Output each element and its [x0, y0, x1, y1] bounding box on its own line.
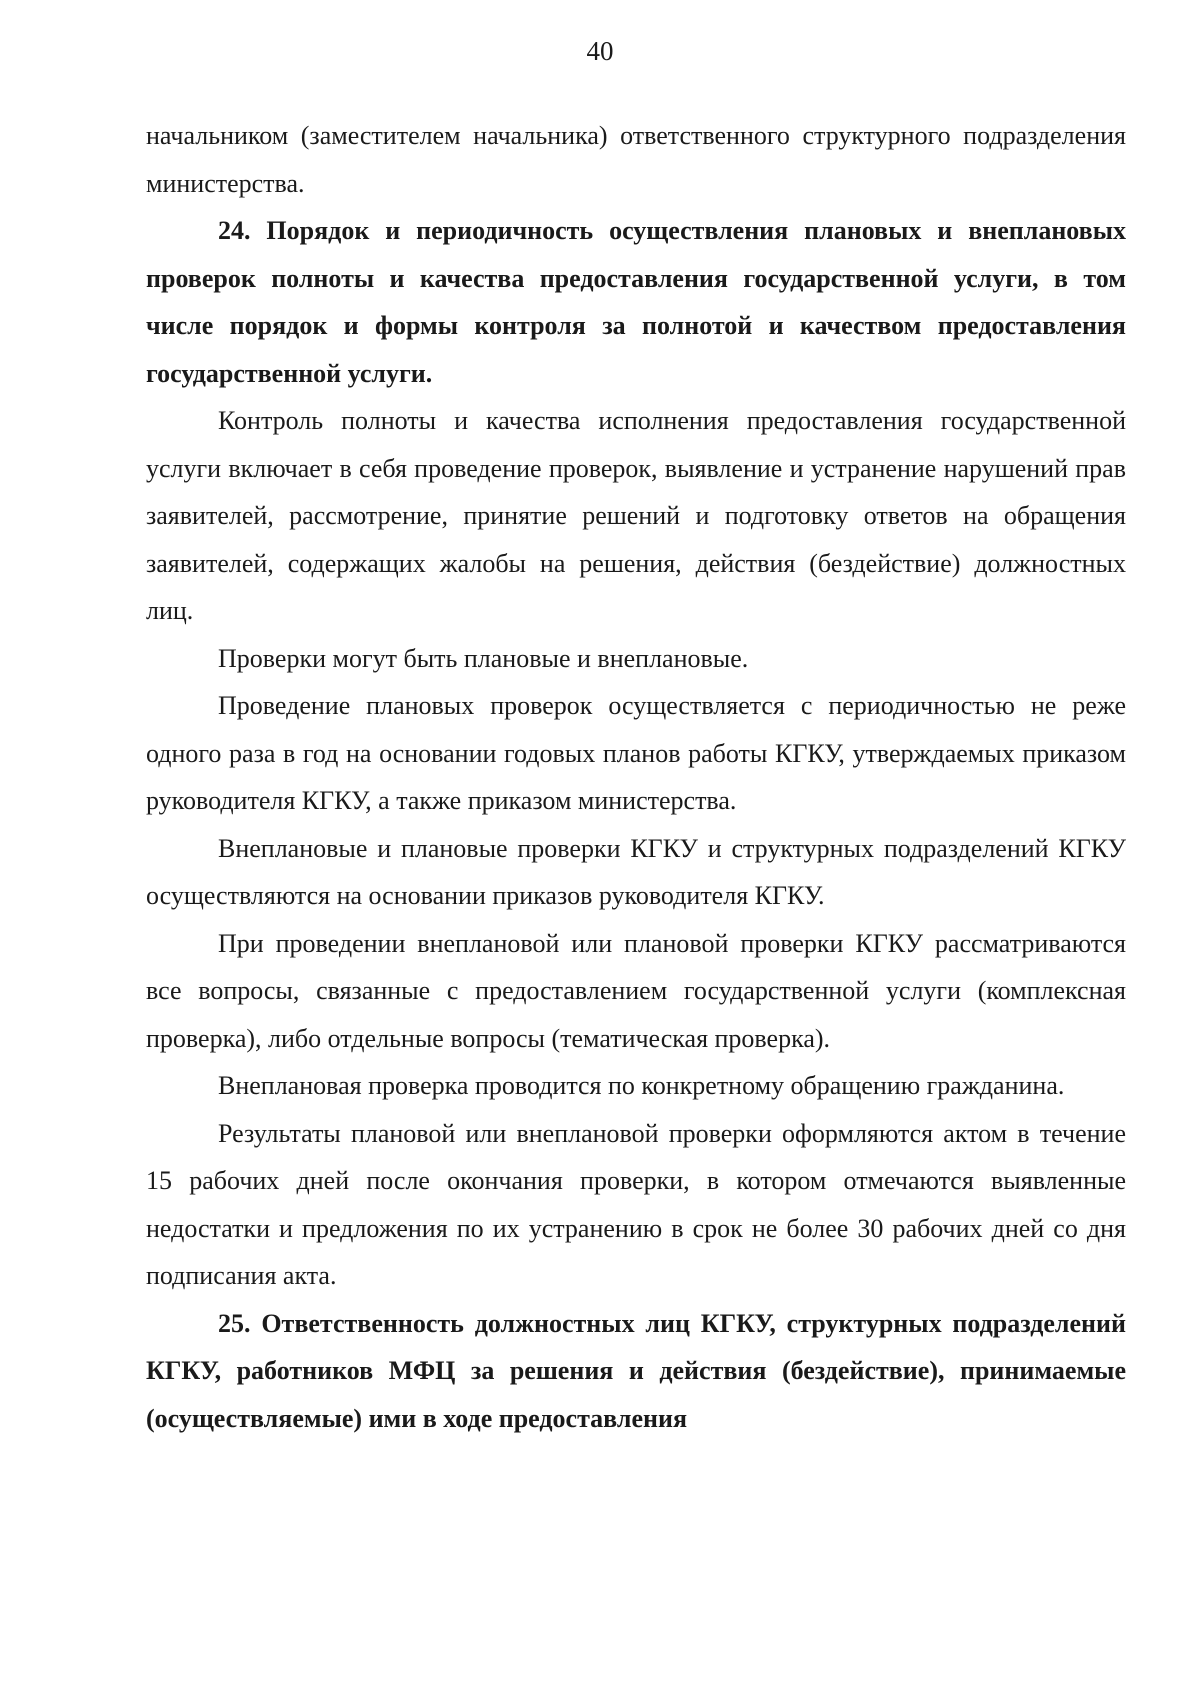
paragraph-planned-inspections: Проведение плановых проверок осуществляется с периодичностью не реже одного раза в год на основании годовых планов работы КГКУ, утверждаемых приказом руководителя КГКУ, а также приказом министерства.	[146, 691, 1126, 815]
paragraph-unplanned-inspection: Внеплановая проверка проводится по конкретному обращению гражданина.	[218, 1071, 1065, 1100]
page-number: 40	[586, 36, 614, 66]
section-heading-24: 24. Порядок и периодичность осуществления плановых и внеплановых проверок полноты и качества предоставления государственной услуги, в том числе порядок и формы контроля за полнотой и качеством предоставления государственной услуги.	[146, 216, 1126, 388]
paragraph-inspection-basis: Внеплановые и плановые проверки КГКУ и структурных подразделений КГКУ осуществляются на основании приказов руководителя КГКУ.	[146, 833, 1126, 910]
paragraph-continuation: начальником (заместителем начальника) ответственного структурного подразделения министерства.	[146, 121, 1126, 198]
paragraph-control-scope: Контроль полноты и качества исполнения предоставления государственной услуги включает в себя проведение проверок, выявление и устранение нарушений прав заявителей, рассмотрение, принятие решений и подготовку ответов на обращения заявителей, содержащих жалобы на решения, действия (бездействие) должностных лиц.	[146, 406, 1126, 625]
paragraph-inspection-results: Результаты плановой или внеплановой проверки оформляются актом в течение 15 рабочих дней после окончания проверки, в котором отмечаются выявленные недостатки и предложения по их устранению в срок не более 30 рабочих дней со дня подписания акта.	[146, 1118, 1126, 1290]
section-heading-25: 25. Ответственность должностных лиц КГКУ, структурных подразделений КГКУ, работников МФЦ за решения и действия (бездействие), принимаемые (осуществляемые) ими в ходе предоставления	[146, 1308, 1126, 1433]
paragraph-inspection-questions: При проведении внеплановой или плановой проверки КГКУ рассматриваются все вопросы, связанные с предоставлением государственной услуги (комплексная проверка), либо отдельные вопросы (тематическая проверка).	[146, 928, 1126, 1053]
document-body	[146, 112, 1126, 1442]
paragraph-inspection-types: Проверки могут быть плановые и внеплановые.	[218, 643, 749, 673]
